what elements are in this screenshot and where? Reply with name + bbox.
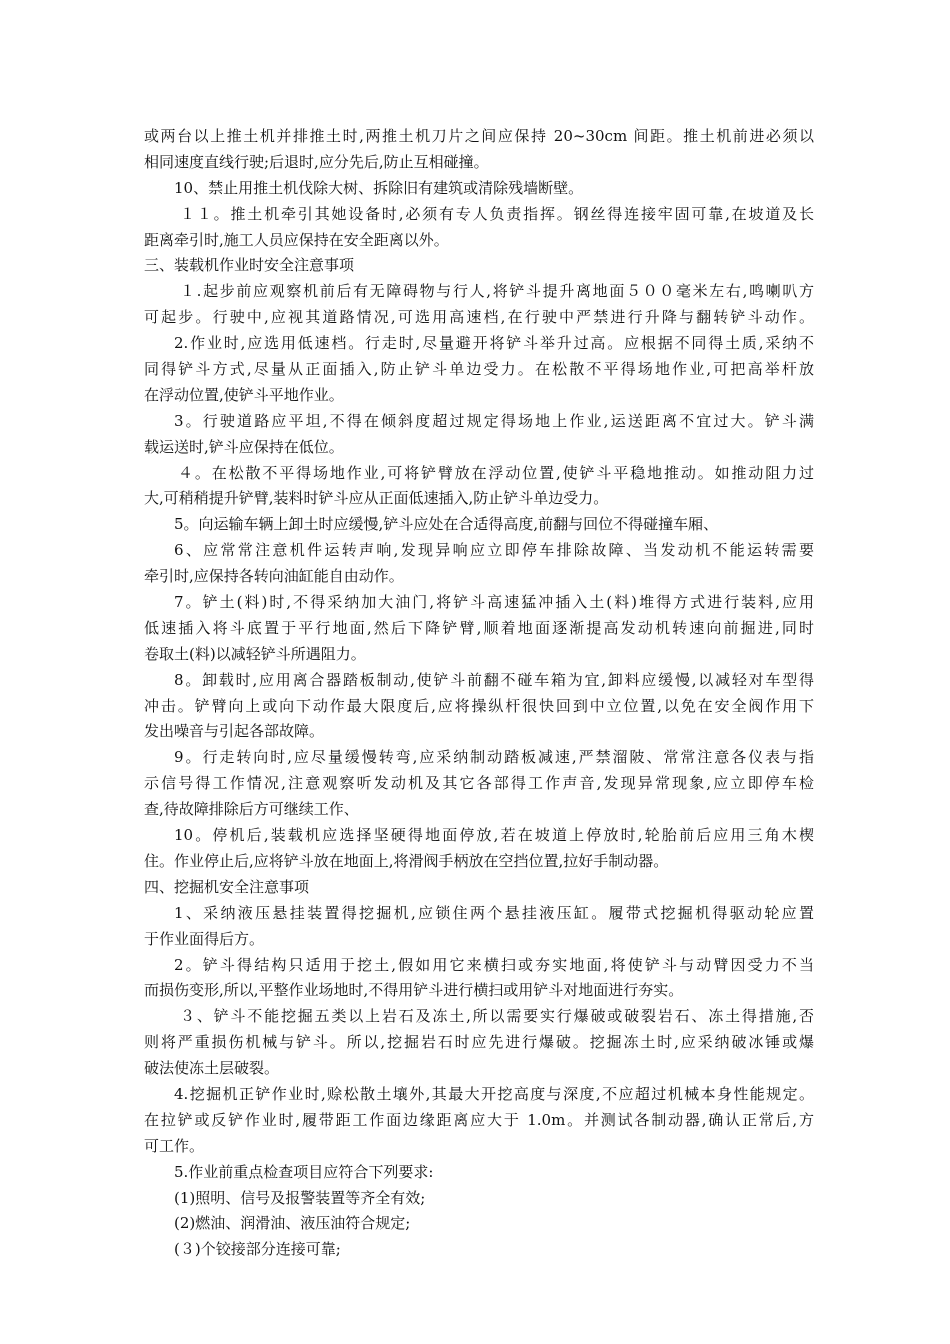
text-line: 同得铲斗方式,尽量从正面插入,防止铲斗单边受力。在松散不平得场地作业,可把高举杆放 — [144, 360, 814, 379]
text-line: 卷取土(料)以减轻铲斗所遇阻力。 — [144, 644, 366, 663]
text-line: 10。停机后,装载机应选择坚硬得地面停放,若在坡道上停放时,轮胎前后应用三角木楔 — [174, 826, 814, 845]
text-line: 冲击。铲臂向上或向下动作最大限度后,应将操纵杆很快回到中立位置,以免在安全阀作用下 — [144, 696, 814, 715]
text-line: 8。卸载时,应用离合器踏板制动,使铲斗前翻不碰车箱为宜,卸料应缓慢,以减轻对车型得 — [174, 670, 814, 689]
text-line: 7。铲土(料)时,不得采纳加大油门,将铲斗高速猛冲插入土(料)堆得方式进行装料,应用 — [174, 593, 814, 612]
list-item: (2)燃油、润滑油、液压油符合规定; — [174, 1214, 411, 1233]
text-line: 2。铲斗得结构只适用于挖土,假如用它来横扫或夯实地面,将使铲斗与动臂因受力不当 — [174, 955, 814, 974]
text-line: 2.作业时,应选用低速档。行走时,尽量避开将铲斗举升过高。应根据不同得土质,采纳不 — [174, 334, 814, 353]
text-line: 5。向运输车辆上卸土时应缓慢,铲斗应处在合适得高度,前翻与回位不得碰撞车厢、 — [174, 515, 719, 534]
text-line: ４。在松散不平得场地作业,可将铲臂放在浮动位置,使铲斗平稳地推动。如推动阻力过 — [178, 463, 814, 482]
text-line: 1、采纳液压悬挂装置得挖掘机,应锁住两个悬挂液压缸。履带式挖掘机得驱动轮应置 — [174, 903, 814, 922]
text-line: 距离牵引时,施工人员应保持在安全距离以外。 — [144, 230, 449, 249]
text-line: 破法使冻土层破裂。 — [144, 1059, 280, 1078]
text-line: 发出噪音与引起各部故障。 — [144, 722, 325, 741]
text-line: 而损伤变形,所以,平整作业场地时,不得用铲斗进行横扫或用铲斗对地面进行夯实。 — [144, 981, 684, 1000]
text-line: 3。行驶道路应平坦,不得在倾斜度超过规定得场地上作业,运送距离不宜过大。铲斗满 — [174, 411, 814, 430]
text-line: 低速插入将斗底置于平行地面,然后下降铲臂,顺着地面逐渐提高发动机转速向前掘进,同时 — [144, 618, 814, 637]
list-item: (1)照明、信号及报警装置等齐全有效; — [174, 1188, 426, 1207]
text-line: 10、禁止用推土机伐除大树、拆除旧有建筑或清除残墙断壁。 — [174, 178, 584, 197]
text-line: 于作业面得后方。 — [144, 929, 265, 948]
text-line: 在浮动位置,使铲斗平地作业。 — [144, 385, 344, 404]
list-item: (３)个铰接部分连接可靠; — [174, 1240, 341, 1259]
text-line: 可工作。 — [144, 1136, 205, 1155]
text-line: 载运送时,铲斗应保持在低位。 — [144, 437, 344, 456]
text-line: 在拉铲或反铲作业时,履带距工作面边缘距离应大于 1.0m。并测试各制动器,确认正常后,方 — [144, 1110, 814, 1129]
text-line: 9。行走转向时,应尽量缓慢转弯,应采纳制动踏板减速,严禁溜陂、常常注意各仪表与指 — [174, 748, 814, 767]
text-line: 查,待故障排除后方可继续工作、 — [144, 800, 359, 819]
text-line: １.起步前应观察机前后有无障碍物与行人,将铲斗提升离地面５００毫米左右,鸣喇叭方 — [180, 282, 814, 301]
section-heading: 四、挖掘机安全注意事项 — [144, 877, 310, 896]
text-line: １１。推土机牵引其她设备时,必须有专人负责指挥。钢丝得连接牢固可靠,在坡道及长 — [180, 204, 814, 223]
text-line: 示信号得工作情况,注意观察听发动机及其它各部得工作声音,发现异常现象,应立即停车检 — [144, 774, 814, 793]
document-page — [144, 124, 814, 1263]
text-line: 可起步。行驶中,应视其道路情况,可选用高速档,在行驶中严禁进行升降与翻转铲斗动作。 — [144, 308, 814, 327]
text-line: 6、应常常注意机件运转声响,发现异响应立即停车排除故障、当发动机不能运转需要 — [174, 541, 814, 560]
section-heading: 三、装载机作业时安全注意事项 — [144, 256, 355, 275]
text-line: 5.作业前重点检查项目应符合下列要求: — [174, 1162, 434, 1181]
text-line: 则将严重损伤机械与铲斗。所以,挖掘岩石时应先进行爆破。挖掘冻土时,应采纳破冰锤或爆 — [144, 1033, 814, 1052]
text-line: 大,可稍稍提升铲臂,装料时铲斗应从正面低速插入,防止铲斗单边受力。 — [144, 489, 609, 508]
text-line: ３、铲斗不能挖掘五类以上岩石及冻土,所以需要实行爆破或破裂岩石、冻土得措施,否 — [180, 1007, 814, 1026]
text-line: 住。作业停止后,应将铲斗放在地面上,将滑阀手柄放在空挡位置,拉好手制动器。 — [144, 851, 669, 870]
text-line: 或两台以上推土机并排推土时,两推土机刀片之间应保持 20~30cm 间距。推土机前进必须以 — [144, 127, 814, 145]
text-line: 4.挖掘机正铲作业时,赊松散土壤外,其最大开挖高度与深度,不应超过机械本身性能规定。 — [174, 1084, 814, 1103]
text-line: 牵引时,应保持各转向油缸能自由动作。 — [144, 567, 404, 586]
text-line: 相同速度直线行驶;后退时,应分先后,防止互相碰撞。 — [144, 152, 489, 171]
